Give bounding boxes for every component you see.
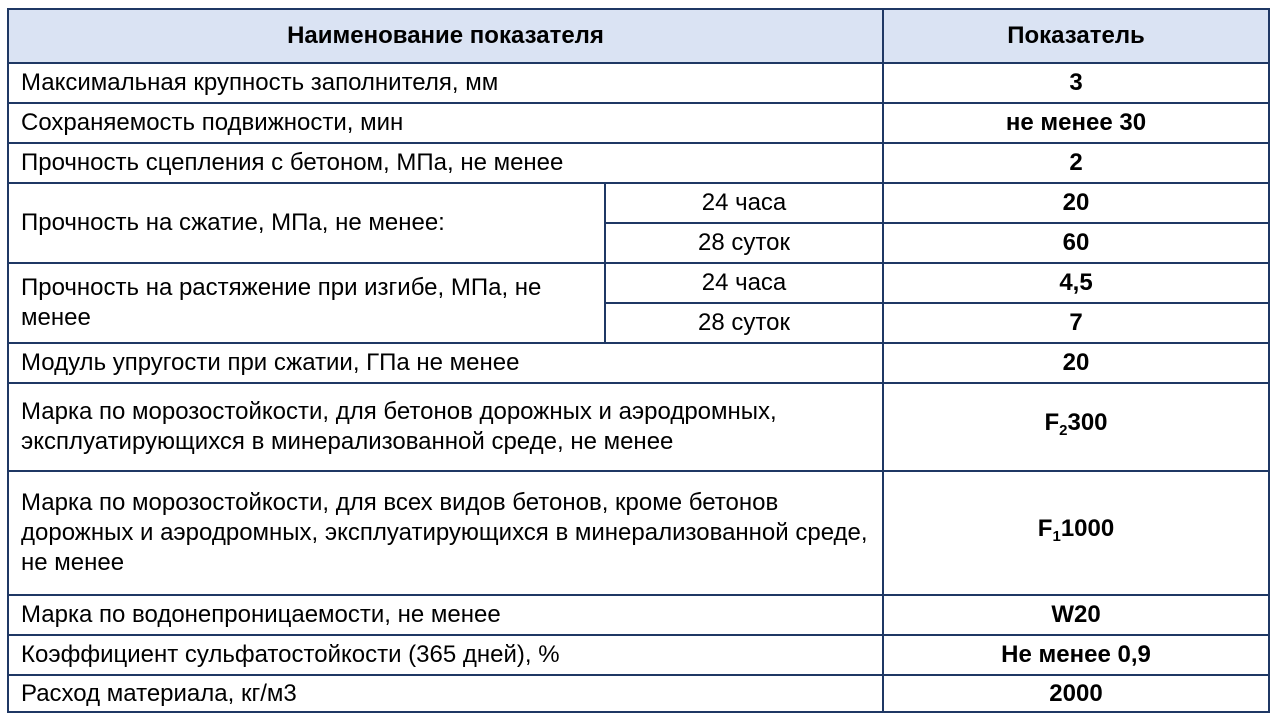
row-value: 20	[883, 343, 1269, 383]
table-header-row	[8, 9, 1269, 63]
row-name: Марка по водонепроницаемости, не менее	[8, 595, 883, 635]
row-name	[8, 471, 883, 595]
row-value: 20	[883, 183, 1269, 223]
row-name: Сохраняемость подвижности, мин	[8, 103, 883, 143]
table-row	[8, 143, 1269, 183]
row-value: 7	[883, 303, 1269, 343]
value-subscript: 2	[1059, 422, 1068, 439]
value-letter: F	[1044, 409, 1060, 436]
row-name: Модуль упругости при сжатии, ГПа не менее	[8, 343, 883, 383]
row-name: Прочность на сжатие, МПа, не менее:	[8, 183, 605, 263]
table-row	[8, 183, 1269, 223]
row-name: Марка по морозостойкости, для бетонов дорожных и аэродромных, эксплуатирующихся в минерализованной среде, не менее	[8, 383, 883, 471]
row-value: 2000	[883, 675, 1269, 712]
row-name: Прочность сцепления с бетоном, МПа, не менее	[8, 143, 883, 183]
row-value	[883, 383, 1269, 471]
row-value: 2	[883, 143, 1269, 183]
table-row	[8, 383, 1269, 471]
value-number: 1000	[1060, 515, 1115, 542]
table-row	[8, 263, 1269, 303]
row-value: 3	[883, 63, 1269, 103]
row-value: Не менее 0,9	[883, 635, 1269, 675]
row-value	[883, 471, 1269, 595]
row-period: 24 часа	[605, 263, 883, 303]
row-period: 28 суток	[605, 223, 883, 263]
row-period: 24 часа	[605, 183, 883, 223]
row-value: не менее 30	[883, 103, 1269, 143]
header-value-cell: Показатель	[883, 9, 1269, 63]
properties-table	[7, 8, 1270, 713]
value-letter: F	[1037, 515, 1053, 542]
table-row	[8, 675, 1269, 712]
header-name-cell: Наименование показателя	[8, 9, 883, 63]
table-row	[8, 103, 1269, 143]
table-row	[8, 343, 1269, 383]
row-name: Расход материала, кг/м3	[8, 675, 883, 712]
table-row	[8, 471, 1269, 595]
row-name: Коэффициент сульфатостойкости (365 дней), %	[8, 635, 883, 675]
row-name: Прочность на растяжение при изгибе, МПа, не менее	[8, 263, 605, 343]
row-period: 28 суток	[605, 303, 883, 343]
row-value: 60	[883, 223, 1269, 263]
row-name: Максимальная крупность заполнителя, мм	[8, 63, 883, 103]
row-name-line: не менее	[21, 549, 125, 576]
table-row	[8, 63, 1269, 103]
row-value: 4,5	[883, 263, 1269, 303]
table-row	[8, 635, 1269, 675]
table-row	[8, 595, 1269, 635]
row-name-line: Марка по морозостойкости, для всех видов бетонов, кроме бетонов дорожных и аэродромных, эксплуатирующихся в минерализованной среде,	[21, 489, 868, 546]
row-value: W20	[883, 595, 1269, 635]
value-number: 300	[1067, 409, 1108, 436]
value-subscript: 1	[1052, 528, 1061, 545]
